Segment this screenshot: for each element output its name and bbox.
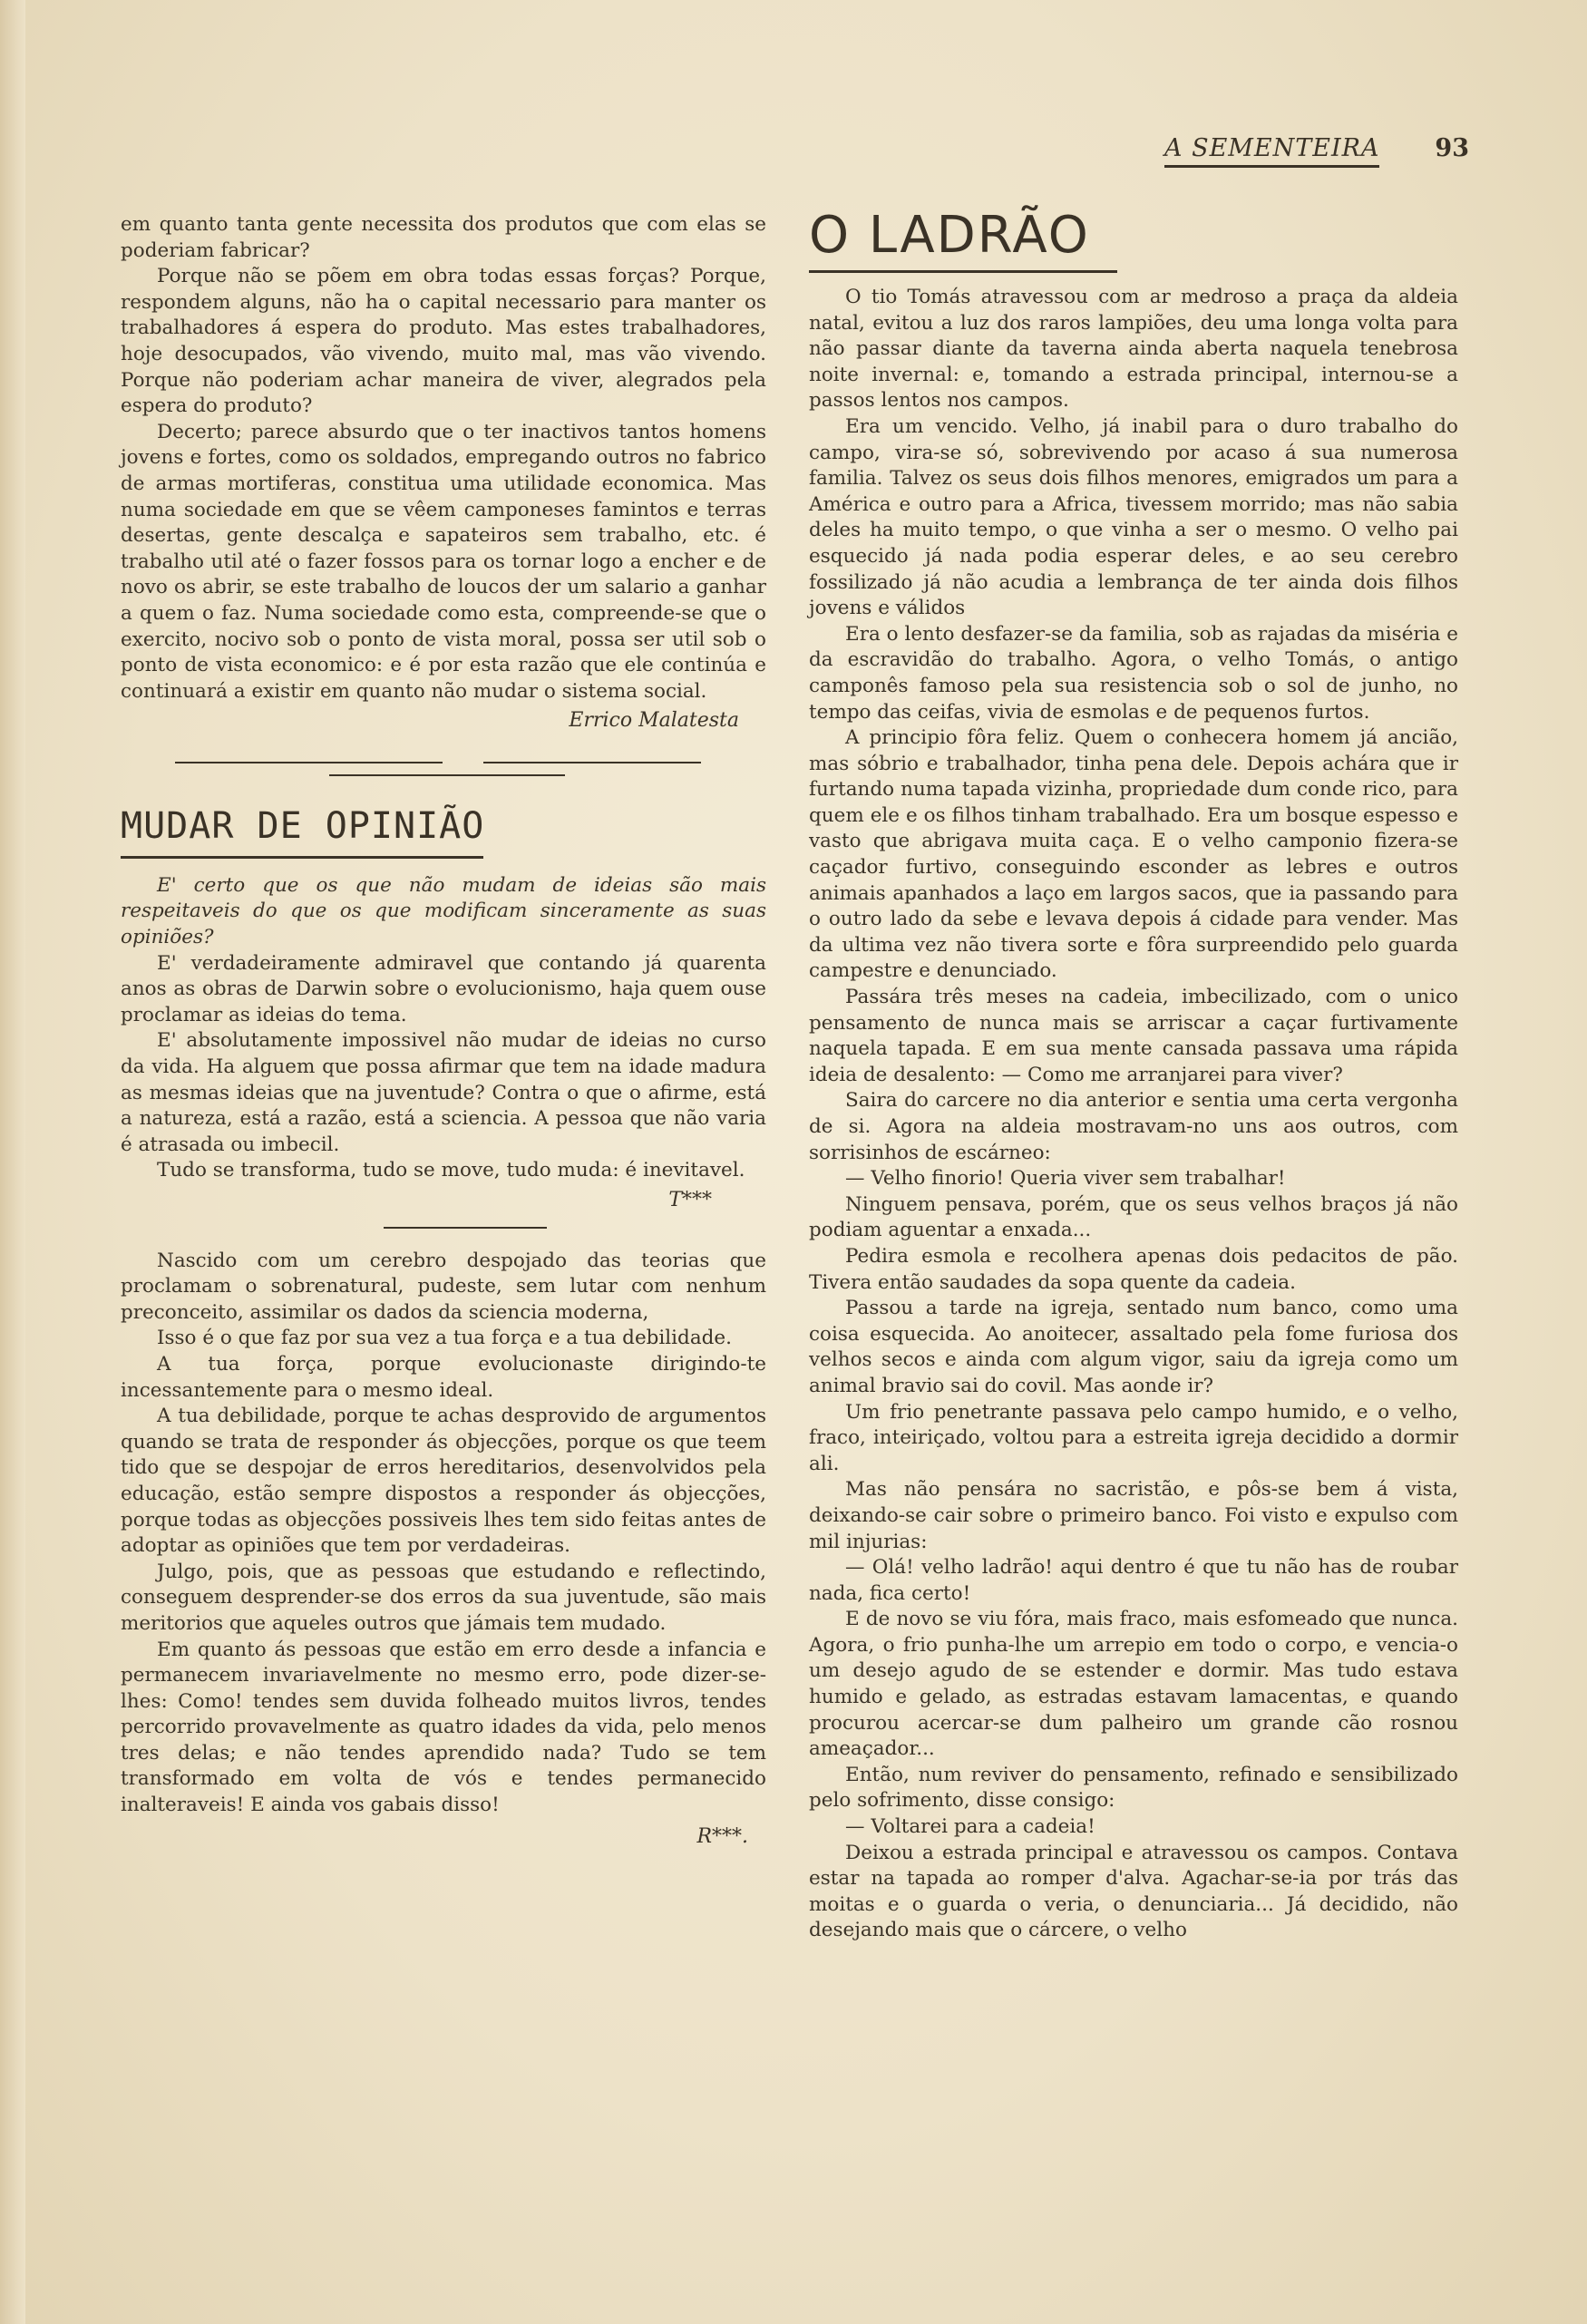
paragraph: A tua força, porque evolucionaste dirigindo-te incessantemente para o mesmo ideal. [121,1352,766,1402]
section-title: MUDAR DE OPINIÃO [121,804,485,847]
paragraph: O tio Tomás atravessou com ar medroso a praça da aldeia natal, evitou a luz dos raros lampiões, deu uma longa volta para não passar diante da taverna ainda aberta naquela tenebrosa noite invernal: e, tomando a estrada principal, internou-se a passos lentos nos campos. [809,286,1458,413]
paragraph: Isso é o que faz por sua vez a tua força e a tua debilidade. [157,1327,732,1350]
paragraph: E' verdadeiramente admiravel que contando já quarenta anos as obras de Darwin sobre o evolucionismo, haja quem ouse proclamar as ideias do tema. [121,951,766,1026]
paragraph: em quanto tanta gente necessita dos produtos que com elas se poderiam fabricar? [121,213,766,262]
title-underline [809,270,1117,273]
paragraph: Passou a tarde na igreja, sentado num banco, como uma coisa esquecida. Ao anoitecer, assaltado pela fome furiosa dos velhos secos e ainda com algum vigor, saiu da igreja como um animal bravio sai do covil. Mas aonde ir? [809,1297,1458,1397]
paragraph: Julgo, pois, que as pessoas que estudando e reflectindo, conseguem desprender-se dos erros da sua juventude, são mais meritorios que aqueles outros que jámais tem mudado. [121,1560,766,1635]
paragraph: Era o lento desfazer-se da familia, sob as rajadas da miséria e da escravidão do trabalho. Agora, o velho Tomás, o antigo camponês famoso pela sua resistencia sob o sol de junho, no tempo das ceifas, vivia de esmolas e de pequenos furtos. [809,622,1458,724]
paragraph: E' absolutamente impossivel não mudar de ideias no curso da vida. Ha alguem que possa afirmar que tem na idade madura as mesmas ideias que na juventude? Contra o que o afirme, está a natureza, está a razão, está a sciencia. A pessoa que não varia é atrasada ou imbecil. [121,1029,766,1156]
author-signature: R***. [696,1824,748,1848]
paragraph: A tua debilidade, porque te achas desprovido de argumentos quando se trata de responder ás objecções, porque os que teem tido que se despojar de erros hereditarios, desenvolvidos pela educação, estão sempre dispostos a responder ás objecções, porque todas as objecções possiveis lhes tem sido feitas antes de adoptar as opiniões que tem por verdadeiras. [121,1405,766,1558]
left-column [121,212,766,1850]
paragraph: A principio fôra feliz. Quem o conhecera homem já ancião, mas sóbrio e trabalhador, tinha pena dele. Depois achára que ir furtando numa tapada vizinha, propriedade dum conde rico, para quem ele e os filhos tinham trabalhado. Era um bosque espesso e vasto que abrigava muita caça. E o velho camponio fizera-se caçador furtivo, conseguindo esconder as lebres e outros animais apanhados a laço em largos sacos, que ia passando para o outro lado da sebe e levava depois á cidade para vender. Mas da ultima vez não tivera sorte e fôra surpreendido pelo guarda campestre e denunciado. [809,726,1458,983]
paragraph: Era um vencido. Velho, já inabil para o duro trabalho do campo, vira-se só, sobrevivendo por acaso á sua numerosa familia. Talvez os seus dois filhos menores, emigrados um para a América e outro para a Africa, tivessem morrido; mas não sabia deles ha muito tempo, o que vinha a ser o mesmo. O velho pai esquecido já nada podia esperar deles, e ao seu cerebro fossilizado já não acudia a lembrança de ter ainda dois filhos jovens e válidos [809,414,1458,620]
divider [384,1227,547,1229]
title-underline [121,856,483,859]
dialogue-line: — Olá! velho ladrão! aqui dentro é que tu não has de roubar nada, fica certo! [809,1556,1458,1605]
paragraph: Mas não pensára no sacristão, e pôs-se bem á vista, deixando-se cair sobre o primeiro banco. Foi visto e expulso com mil injurias: [809,1478,1458,1553]
paragraph: Ninguem pensava, porém, que os seus velhos braços já não podiam aguentar a enxada... [809,1192,1458,1242]
page-number: 93 [1435,134,1469,162]
story-title-block [809,206,1117,273]
paragraph: Então, num reviver do pensamento, refinado e sensibilizado pelo sofrimento, disse consigo: [809,1763,1458,1813]
journal-title: A SEMENTEIRA [1164,134,1379,168]
paragraph: Nascido com um cerebro despojado das teorias que proclamam o sobrenatural, pudeste, sem lutar com nenhum preconceito, assimilar os dados da sciencia moderna, [121,1249,766,1324]
dialogue-line: — Voltarei para a cadeia! [845,1815,1095,1839]
paragraph: Em quanto ás pessoas que estão em erro desde a infancia e permanecem invariavelmente no mesmo erro, pode dizer-se-lhes: Como! tendes sem duvida folheado muitos livros, tendes percorrido provavelmente as quatro idades da vida, pelo menos tres delas; e não tendes aprendido nada? Tudo se tem transformado em volta de vós e tendes permanecido inalteraveis! E ainda vos gabais disso! [121,1638,766,1817]
right-column [809,285,1458,1944]
dialogue-line: — Velho finorio! Queria viver sem trabalhar! [845,1167,1286,1191]
paragraph: Pedira esmola e recolhera apenas dois pedacitos de pão. Tivera então saudades da sopa quente da cadeia. [809,1244,1458,1294]
paragraph: Um frio penetrante passava pelo campo humido, e o velho, fraco, inteiriçado, voltou para a estreita igreja decidido a dormir ali. [809,1400,1458,1475]
paragraph: Porque não se põem em obra todas essas forças? Porque, respondem alguns, não ha o capital necessario para manter os trabalhadores á espera do produto. Mas estes trabalhadores, hoje desocupados, vão vivendo, muito mal, mas vão vivendo. Porque não poderiam achar maneira de viver, alegrados pela espera do produto? [121,265,766,418]
paragraph: Deixou a estrada principal e atravessou os campos. Contava estar na tapada ao romper d'alva. Agachar-se-ia por trás das moitas e o guarda o veria, o denunciaria... Já decidido, não desejando mais que o cárcere, o velho [809,1841,1458,1942]
page-header [1152,134,1469,174]
paragraph: Passára três meses na cadeia, imbecilizado, com o unico pensamento de nunca mais se arriscar a caçar furtivamente naquela tapada. E em sua mente cansada passava uma rápida ideia de desalento: — Como me arranjarei para viver? [809,986,1458,1086]
epigraph: E' certo que os que não mudam de ideias são mais respeitaveis do que os que modificam sinceramente as suas opiniões? [121,873,766,949]
paragraph: Tudo se transforma, tudo se move, tudo muda: é inevitavel. [157,1159,745,1182]
story-title: O LADRÃO [809,206,1090,265]
author-signature: T*** [668,1189,712,1211]
paragraph: Decerto; parece absurdo que o ter inactivos tantos homens jovens e fortes, como os soldados, empregando outros no fabrico de armas mortiferas, constitua uma utilidade economica. Mas numa sociedade em que se vêem camponeses famintos e terras desertas, gente descalça e sapateiros sem trabalho, etc. é trabalho util até o fazer fossos para os tornar logo a encher e de novo os abrir, se este trabalho de loucos der um salario a ganhar a quem o faz. Numa sociedade como esta, compreende-se que o exercito, nocivo sob o ponto de vista moral, possa ser util sob o ponto de vista economico: e é por esta razão que ele continúa e continuará a existir em quanto não mudar o sistema social. [121,420,766,703]
author-signature: Errico Malatesta [569,709,739,733]
page-edge [0,0,25,2324]
section-separator [121,751,766,792]
paragraph: E de novo se viu fóra, mais fraco, mais esfomeado que nunca. Agora, o frio punha-lhe um arrepio em todo o corpo, e vencia-o um desejo agudo de se estender e dormir. Mas tudo estava humido e gelado, as estradas estavam lamacentas, e quando procurou acercar-se dum palheiro um grande cão rosnou ameaçador... [809,1608,1458,1761]
paragraph: Saira do carcere no dia anterior e sentia uma certa vergonha de si. Agora na aldeia mostravam-no uns aos outros, com sorrisinhos de escárneo: [809,1089,1458,1164]
